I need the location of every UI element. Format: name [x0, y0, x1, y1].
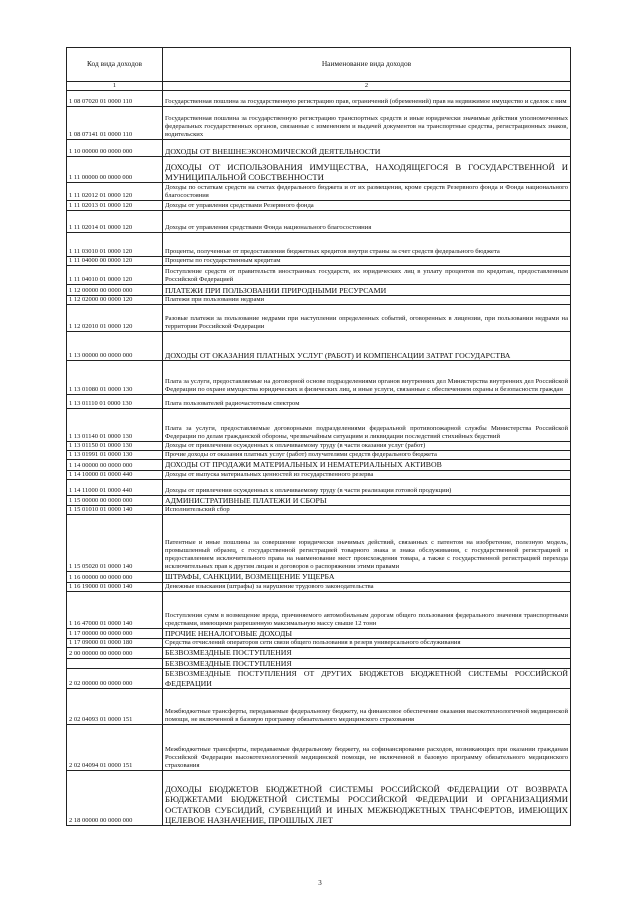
revenue-code-cell: 1 16 19000 01 0000 140 — [67, 582, 163, 591]
revenue-code-cell: 1 16 00000 00 0000 000 — [67, 572, 163, 582]
table-row — [67, 591, 571, 628]
revenue-code-cell: 1 13 01991 01 0000 130 — [67, 451, 163, 460]
revenue-name-cell: Поступление средств от правительств иностранных государств, их юридических лиц в уплату процентов по кредитам, предоставленным Российской Федерацией — [163, 266, 571, 285]
revenue-code-cell: 2 18 00000 00 0000 000 — [67, 771, 163, 826]
table-row — [67, 409, 571, 442]
revenue-name-cell: ДОХОДЫ ОТ ВНЕШНЕЭКОНОМИЧЕСКОЙ ДЕЯТЕЛЬНОСТИ — [163, 140, 571, 157]
revenue-code-cell: 2 02 00000 00 0000 000 — [67, 669, 163, 689]
page-number: 3 — [318, 879, 322, 887]
revenue-code-cell: 1 17 00000 00 0000 000 — [67, 628, 163, 638]
table-row — [67, 495, 571, 505]
revenue-code-cell: 2 02 04094 01 0000 151 — [67, 725, 163, 771]
revenue-code-cell: 1 15 05020 01 0000 140 — [67, 515, 163, 572]
table-row — [67, 771, 571, 826]
revenue-code-cell: 1 13 00000 00 0000 000 — [67, 332, 163, 361]
revenue-name-cell: Доходы по остаткам средств на счетах федерального бюджета и от их размещения, кроме средств Резервного фонда и Фонда национального благосостояния — [163, 183, 571, 201]
revenue-code-cell: 1 14 10000 01 0000 440 — [67, 470, 163, 479]
revenue-name-cell: Плата за услуги, предоставляемые на договорной основе подразделениями органов внутренних дел Министерства внутренних дел Российской Федерации по охране имущества юридических и физических лиц, и иные услуги, связанные с обеспечением охраны и безопасности граждан — [163, 361, 571, 395]
header-name-cell: Наименование вида доходов — [163, 48, 571, 82]
revenue-name-cell: Денежные взыскания (штрафы) за нарушение трудового законодательства — [163, 582, 571, 591]
revenue-name-cell: ДОХОДЫ БЮДЖЕТОВ БЮДЖЕТНОЙ СИСТЕМЫ РОССИЙСКОЙ ФЕДЕРАЦИИ ОТ ВОЗВРАТА БЮДЖЕТАМИ БЮДЖЕТНОЙ СИСТЕМЫ РОССИЙСКОЙ ФЕДЕРАЦИИ И ОРГАНИЗАЦИЯМИ ОСТАТКОВ СУБСИДИЙ, СУБВЕНЦИЙ И ИНЫХ МЕЖБЮДЖЕТНЫХ ТРАНСФЕРТОВ, ИМЕЮЩИХ ЦЕЛЕВОЕ НАЗНАЧЕНИЕ, ПРОШЛЫХ ЛЕТ — [163, 771, 571, 826]
header-code-cell: Код вида доходов — [67, 48, 163, 82]
table-row — [67, 582, 571, 591]
revenue-code-cell: 1 11 02014 01 0000 120 — [67, 211, 163, 233]
table-row — [67, 201, 571, 211]
revenue-code-cell: 1 10 00000 00 0000 000 — [67, 140, 163, 157]
revenue-code-cell: 1 11 04010 01 0000 120 — [67, 266, 163, 285]
revenue-code-cell: 1 17 09000 01 0000 180 — [67, 639, 163, 648]
revenue-code-cell: 1 12 02010 01 0000 120 — [67, 305, 163, 332]
table-row — [67, 470, 571, 479]
revenue-code-cell: 1 14 00000 00 0000 000 — [67, 460, 163, 470]
table-row — [67, 451, 571, 460]
revenue-name-cell: АДМИНИСТРАТИВНЫЕ ПЛАТЕЖИ И СБОРЫ — [163, 495, 571, 505]
revenue-code-cell: 1 14 11000 01 0000 440 — [67, 479, 163, 495]
revenue-name-cell: БЕЗВОЗМЕЗДНЫЕ ПОСТУПЛЕНИЯ ОТ ДРУГИХ БЮДЖЕТОВ БЮДЖЕТНОЙ СИСТЕМЫ РОССИЙСКОЙ ФЕДЕРАЦИИ — [163, 669, 571, 689]
table-body — [67, 91, 571, 826]
table-row — [67, 395, 571, 409]
table-row — [67, 183, 571, 201]
table-row — [67, 332, 571, 361]
table-row — [67, 658, 571, 668]
table-row — [67, 285, 571, 296]
revenue-code-cell: 1 12 02000 00 0000 120 — [67, 296, 163, 305]
revenue-name-cell: Межбюджетные трансферты, передаваемые федеральному бюджету, на софинансирование расходов, возникающих при оказании гражданам Российской Федерации высокотехнологичной медицинской помощи, не включенной в базовую программу обязательного медицинского страхования — [163, 725, 571, 771]
table-row — [67, 305, 571, 332]
revenue-name-cell: ДОХОДЫ ОТ ОКАЗАНИЯ ПЛАТНЫХ УСЛУГ (РАБОТ) И КОМПЕНСАЦИИ ЗАТРАТ ГОСУДАРСТВА — [163, 332, 571, 361]
revenue-name-cell: Доходы от выпуска материальных ценностей из государственного резерва — [163, 470, 571, 479]
revenue-name-cell: Проценты, полученные от предоставления бюджетных кредитов внутри страны за счет средств федерального бюджета — [163, 233, 571, 257]
table-row — [67, 628, 571, 638]
table-row — [67, 479, 571, 495]
table-row — [67, 689, 571, 725]
table-row — [67, 361, 571, 395]
table-row — [67, 515, 571, 572]
table-row — [67, 572, 571, 582]
table-header-row — [67, 48, 571, 82]
table-row — [67, 506, 571, 515]
table-row — [67, 266, 571, 285]
table-row — [67, 211, 571, 233]
revenue-name-cell: ШТРАФЫ, САНКЦИИ, ВОЗМЕЩЕНИЕ УЩЕРБА — [163, 572, 571, 582]
table-row — [67, 257, 571, 266]
revenue-code-cell: 1 13 01110 01 0000 130 — [67, 395, 163, 409]
revenue-name-cell: Плата за услуги, предоставляемые договорными подразделениями федеральной противопожарной службы Министерства Российской Федерации по делам гражданской обороны, чрезвычайным ситуациям и ликвидации последствий стихийных бедствий — [163, 409, 571, 442]
revenue-code-cell: 1 08 07141 01 0000 110 — [67, 107, 163, 140]
table-row — [67, 442, 571, 451]
revenue-code-cell: 1 13 01080 01 0000 130 — [67, 361, 163, 395]
revenue-name-cell: Государственная пошлина за государственную регистрацию прав, ограничений (обременений) прав на недвижимое имущество и сделок с ним — [163, 91, 571, 107]
table-row — [67, 296, 571, 305]
column-number-2: 2 — [163, 82, 571, 91]
revenue-name-cell: ПРОЧИЕ НЕНАЛОГОВЫЕ ДОХОДЫ — [163, 628, 571, 638]
revenue-code-cell: 1 11 02012 01 0000 120 — [67, 183, 163, 201]
revenue-name-cell: Разовые платежи за пользование недрами при наступлении определенных событий, оговоренных в лицензии, при пользовании недрами на территории Российской Федерации — [163, 305, 571, 332]
revenue-code-cell: 2 02 04093 01 0000 151 — [67, 689, 163, 725]
revenue-name-cell: ДОХОДЫ ОТ ИСПОЛЬЗОВАНИЯ ИМУЩЕСТВА, НАХОДЯЩЕГОСЯ В ГОСУДАРСТВЕННОЙ И МУНИЦИПАЛЬНОЙ СОБСТВЕННОСТИ — [163, 157, 571, 183]
revenue-name-cell: Поступления сумм в возмещение вреда, причиняемого автомобильным дорогам общего пользования федерального значения транспортными средствами, имеющими разрешенную максимальную массу свыше 12 тонн — [163, 591, 571, 628]
table-row — [67, 157, 571, 183]
revenue-code-cell: 1 11 00000 00 0000 000 — [67, 157, 163, 183]
revenue-name-cell: Доходы от привлечения осужденных к оплачиваемому труду (в части реализации готовой продукции) — [163, 479, 571, 495]
revenue-codes-table — [66, 47, 571, 826]
document-page — [66, 47, 570, 826]
revenue-name-cell: Плата пользователей радиочастотным спектром — [163, 395, 571, 409]
table-row — [67, 648, 571, 658]
revenue-name-cell: Патентные и иные пошлины за совершение юридически значимых действий, связанных с патентом на изобретение, полезную модель, промышленный образец, с государственной регистрацией товарного знака и знака обслуживания, с государственной регистрацией и предоставлением исключительного права на наименование мест происхождения товара, а также с государственной регистрацией перехода исключительных прав к другим лицам и договоров о распоряжении этими правами — [163, 515, 571, 572]
revenue-name-cell: Проценты по государственным кредитам — [163, 257, 571, 266]
table-row — [67, 725, 571, 771]
revenue-name-cell: Доходы от управления средствами Фонда национального благосостояния — [163, 211, 571, 233]
revenue-code-cell: 1 16 47000 01 0000 140 — [67, 591, 163, 628]
revenue-code-cell — [67, 658, 163, 668]
revenue-name-cell: Межбюджетные трансферты, передаваемые федеральному бюджету, на финансовое обеспечение оказания высокотехнологичной медицинской помощи, не включенной в базовую программу обязательного медицинского страхования — [163, 689, 571, 725]
column-number-row — [67, 82, 571, 91]
revenue-code-cell: 2 00 00000 00 0000 000 — [67, 648, 163, 658]
revenue-name-cell: БЕЗВОЗМЕЗДНЫЕ ПОСТУПЛЕНИЯ — [163, 648, 571, 658]
revenue-name-cell: Доходы от управления средствами Резервного фонда — [163, 201, 571, 211]
revenue-name-cell: Государственная пошлина за государственную регистрацию транспортных средств и иные юридически значимые действия уполномоченных федеральных государственных органов, связанные с изменением и выдачей документов на транспортные средства, регистрационных знаков, водительских — [163, 107, 571, 140]
revenue-code-cell: 1 11 04000 00 0000 120 — [67, 257, 163, 266]
revenue-name-cell: БЕЗВОЗМЕЗДНЫЕ ПОСТУПЛЕНИЯ — [163, 658, 571, 668]
revenue-name-cell: Платежи при пользовании недрами — [163, 296, 571, 305]
revenue-name-cell: Прочие доходы от оказания платных услуг (работ) получателями средств федерального бюджета — [163, 451, 571, 460]
revenue-code-cell: 1 13 01140 01 0000 130 — [67, 409, 163, 442]
revenue-code-cell: 1 11 02013 01 0000 120 — [67, 201, 163, 211]
revenue-name-cell: ДОХОДЫ ОТ ПРОДАЖИ МАТЕРИАЛЬНЫХ И НЕМАТЕРИАЛЬНЫХ АКТИВОВ — [163, 460, 571, 470]
table-row — [67, 669, 571, 689]
table-row — [67, 460, 571, 470]
table-row — [67, 107, 571, 140]
revenue-name-cell: Исполнительский сбор — [163, 506, 571, 515]
revenue-name-cell: Средства отчислений операторов сети связи общего пользования в резерв универсального обслуживания — [163, 639, 571, 648]
revenue-code-cell: 1 15 00000 00 0000 000 — [67, 495, 163, 505]
table-row — [67, 233, 571, 257]
revenue-code-cell: 1 15 01010 01 0000 140 — [67, 506, 163, 515]
table-row — [67, 639, 571, 648]
revenue-code-cell: 1 11 03010 01 0000 120 — [67, 233, 163, 257]
revenue-code-cell: 1 13 01150 01 0000 130 — [67, 442, 163, 451]
table-row — [67, 91, 571, 107]
revenue-code-cell: 1 08 07020 01 0000 110 — [67, 91, 163, 107]
revenue-name-cell: ПЛАТЕЖИ ПРИ ПОЛЬЗОВАНИИ ПРИРОДНЫМИ РЕСУРСАМИ — [163, 285, 571, 296]
column-number-1: 1 — [67, 82, 163, 91]
table-row — [67, 140, 571, 157]
revenue-code-cell: 1 12 00000 00 0000 000 — [67, 285, 163, 296]
revenue-name-cell: Доходы от привлечения осужденных к оплачиваемому труду (в части оказания услуг (работ) — [163, 442, 571, 451]
